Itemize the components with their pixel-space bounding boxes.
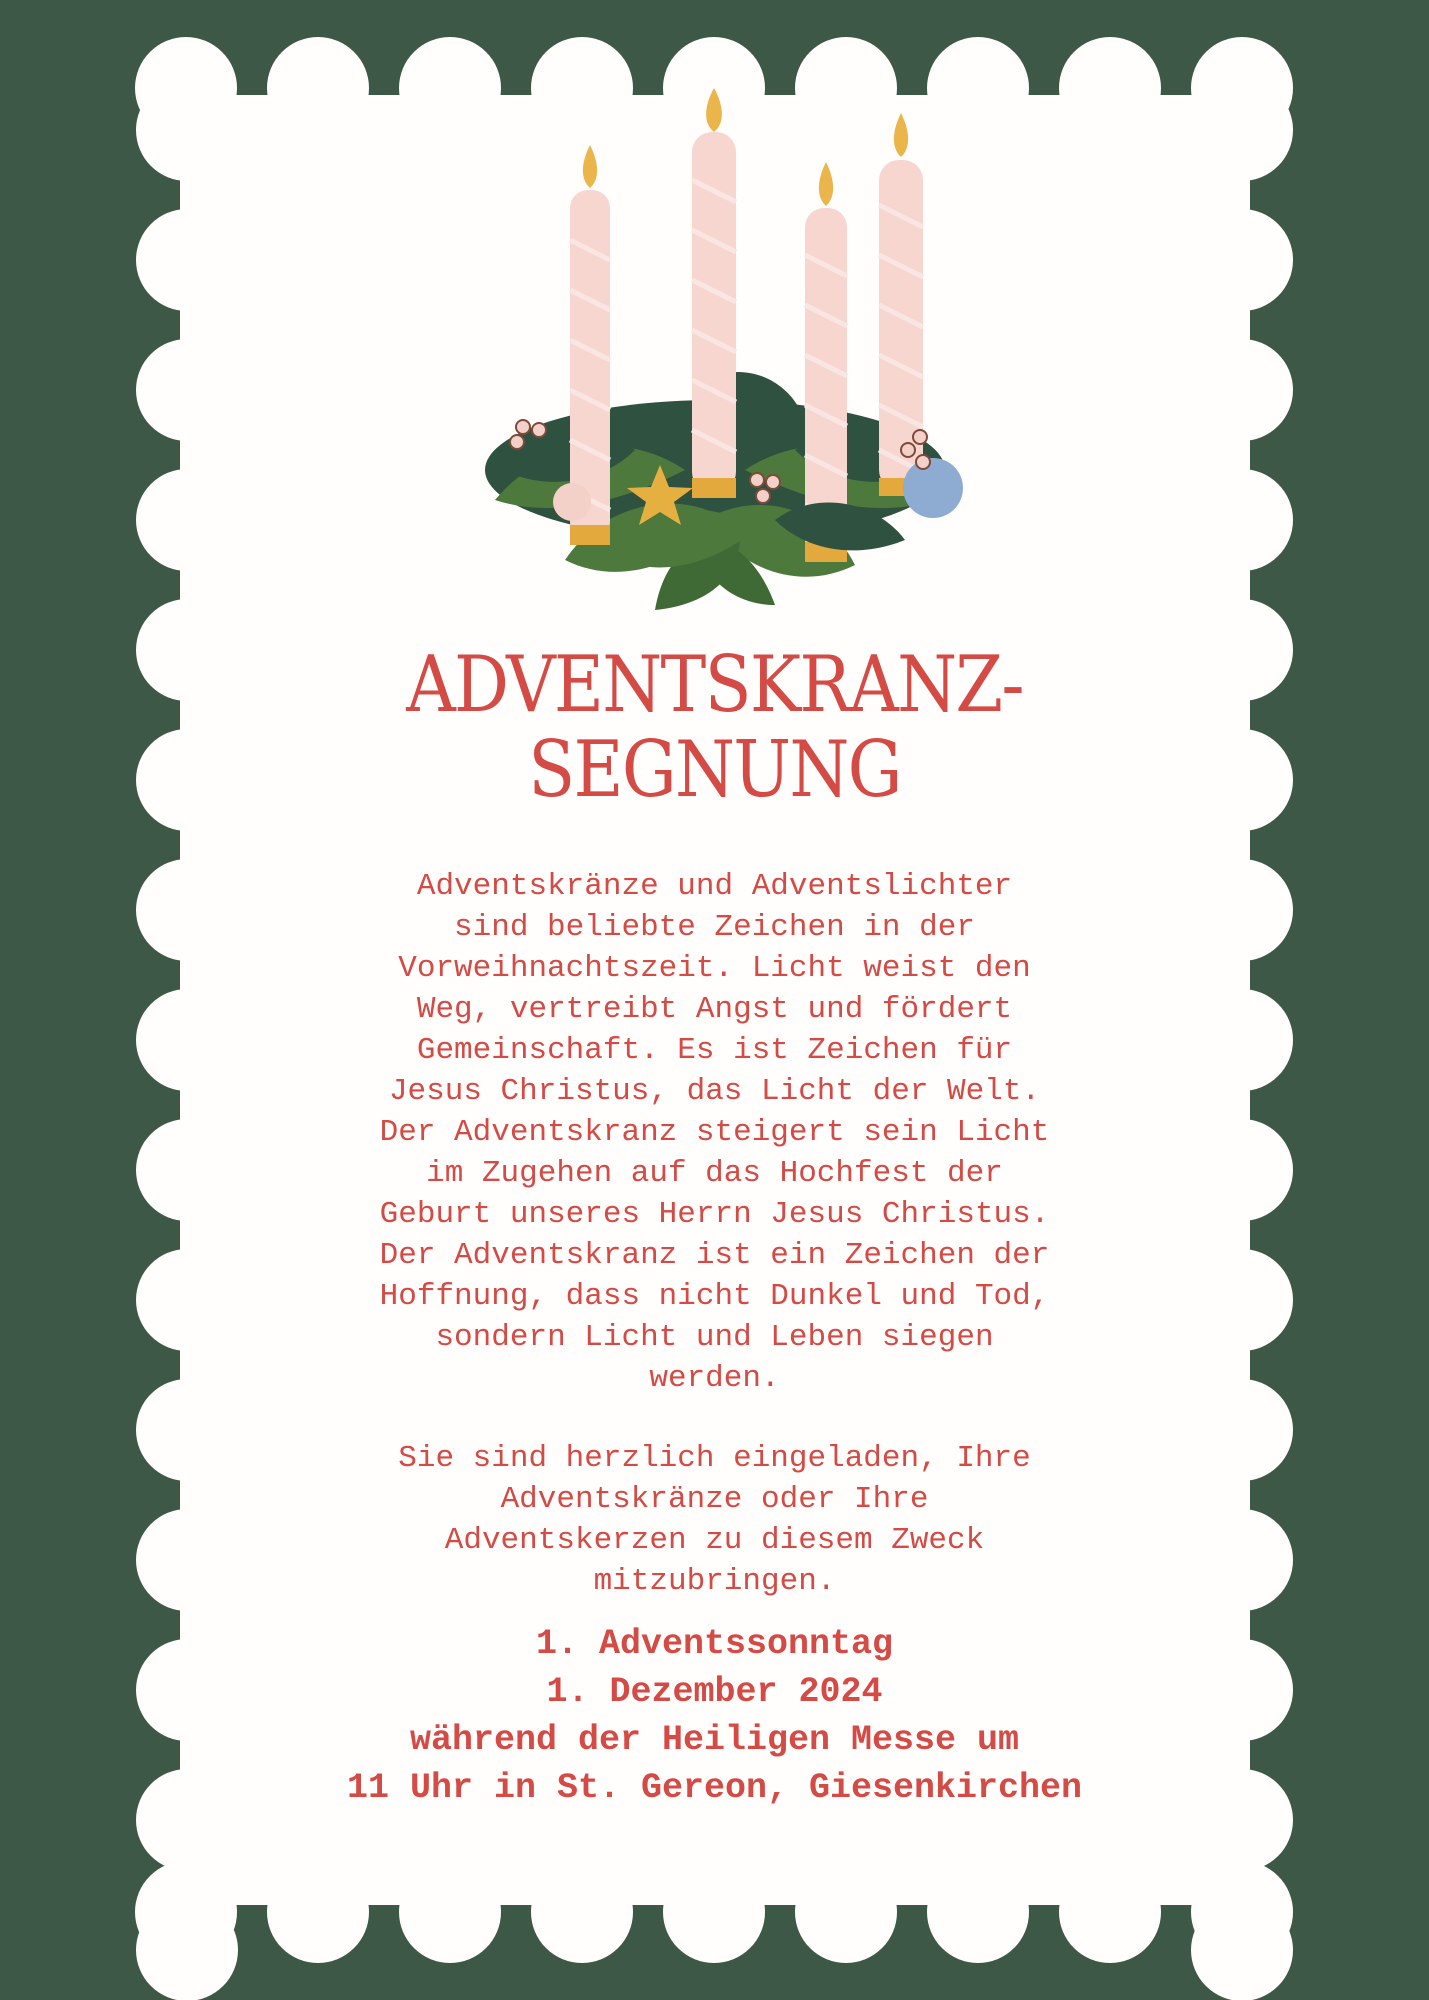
event-details — [180, 1620, 1249, 1812]
text-line: sondern Licht und Leben siegen — [435, 1320, 994, 1355]
text-line: Geburt unseres Herrn Jesus Christus. — [379, 1197, 1050, 1232]
text-line: Vorweihnachtszeit. Licht weist den — [398, 951, 1031, 986]
event-line: 1. Adventssonntag — [535, 1624, 894, 1664]
text-line: Adventskerzen zu diesem Zweck — [444, 1523, 985, 1558]
text-line: Hoffnung, dass nicht Dunkel und Tod, — [379, 1279, 1050, 1314]
event-line: 11 Uhr in St. Gereon, Giesenkirchen — [346, 1768, 1083, 1808]
event-line: während der Heiligen Messe um — [409, 1720, 1020, 1760]
text-line: Der Adventskranz ist ein Zeichen der — [379, 1238, 1050, 1273]
candle-icon — [805, 162, 847, 562]
text-line: Weg, vertreibt Angst und fördert — [416, 992, 1013, 1027]
text-line: im Zugehen auf das Hochfest der — [426, 1156, 1003, 1191]
text-line: Sie sind herzlich eingeladen, Ihre — [398, 1441, 1031, 1476]
text-line: Adventskränze oder Ihre — [500, 1482, 929, 1517]
text-line: werden. — [649, 1361, 780, 1396]
title-line-1: ADVENTSKRANZ- — [406, 640, 1023, 730]
ornament-blue — [903, 458, 963, 518]
text-line: mitzubringen. — [593, 1564, 836, 1599]
text-line: Jesus Christus, das Licht der Welt. — [388, 1074, 1041, 1109]
text-line: Adventskränze und Adventslichter — [416, 869, 1013, 904]
ornament-pink — [553, 483, 591, 521]
title-line-2: SEGNUNG — [528, 725, 901, 815]
intro-paragraph — [180, 866, 1249, 1399]
candle-icon — [692, 88, 736, 498]
event-line: 1. Dezember 2024 — [546, 1672, 883, 1712]
text-line: Gemeinschaft. Es ist Zeichen für — [416, 1033, 1013, 1068]
text-line: sind beliebte Zeichen in der — [454, 910, 975, 945]
text-line: Der Adventskranz steigert sein Licht — [379, 1115, 1050, 1150]
poster-content — [180, 0, 1249, 2000]
invitation-paragraph — [180, 1438, 1249, 1602]
advent-wreath-icon — [455, 80, 975, 620]
